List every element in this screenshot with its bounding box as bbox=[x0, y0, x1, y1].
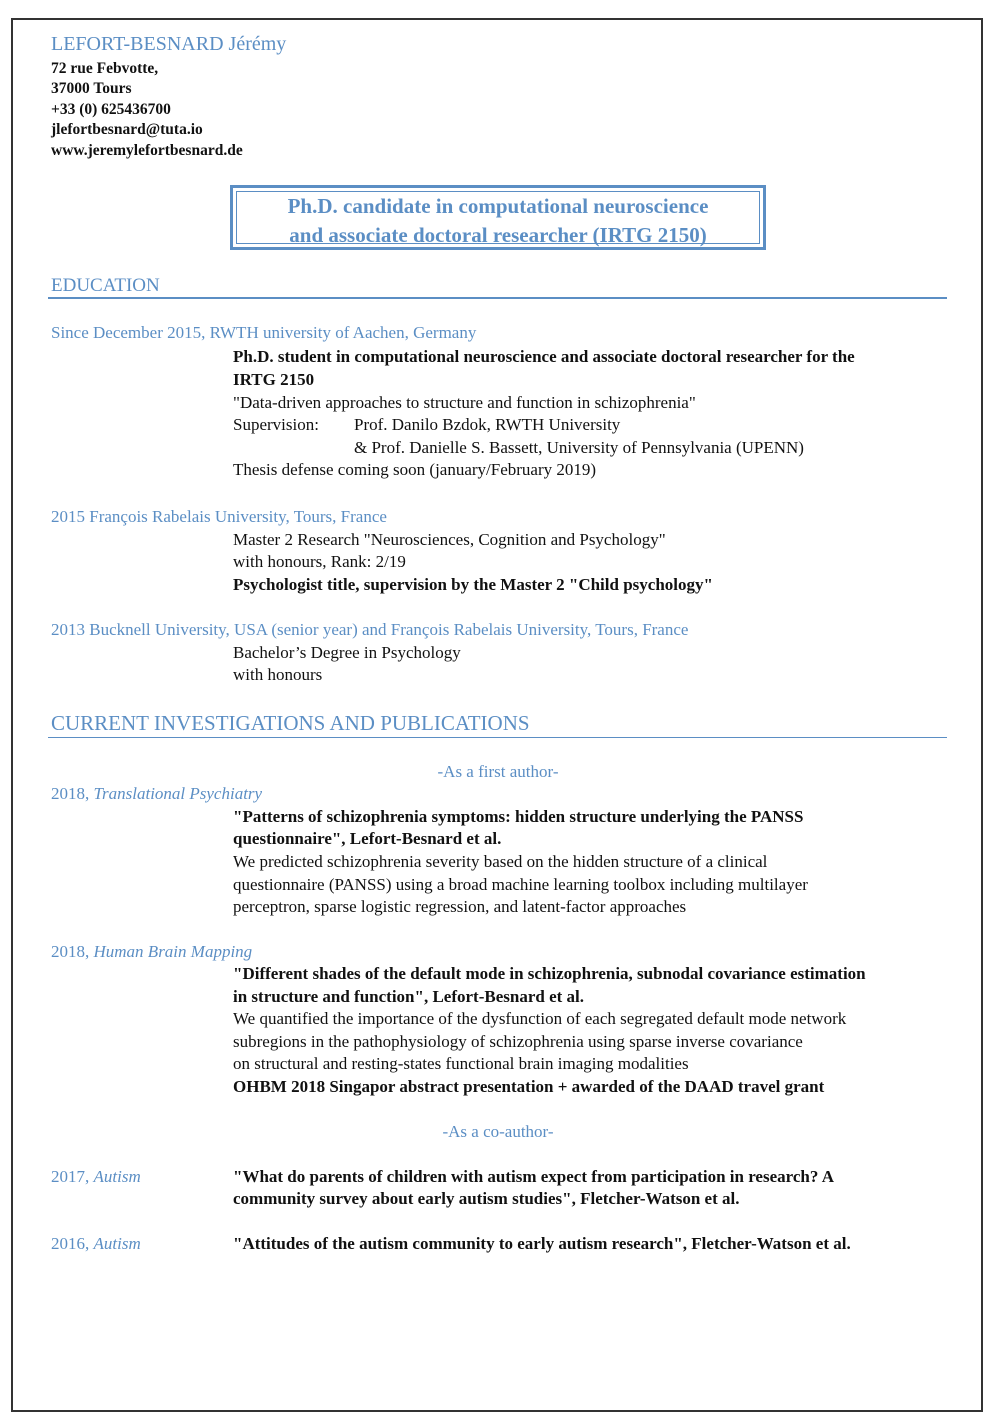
entry-line: Psychologist title, supervision by the Master 2 "Child psychology" bbox=[233, 575, 713, 594]
supervisor-1: Prof. Danilo Bzdok, RWTH University bbox=[354, 415, 621, 434]
email-link[interactable]: jlefortbesnard@tuta.io bbox=[51, 121, 203, 138]
entry-line: on structural and resting-states functional brain imaging modalities bbox=[233, 1054, 689, 1073]
pub-journal: Translational Psychiatry bbox=[93, 784, 263, 803]
entry-line: Bachelor’s Degree in Psychology bbox=[233, 643, 461, 662]
first-author-label: -As a first author- bbox=[437, 762, 559, 781]
publications-heading: CURRENT INVESTIGATIONS AND PUBLICATIONS bbox=[51, 711, 530, 735]
co-author-label: -As a co-author- bbox=[442, 1122, 554, 1141]
entry-line: in structure and function", Lefort-Besnard et al. bbox=[233, 987, 584, 1006]
address-city: 37000 Tours bbox=[51, 80, 132, 97]
website-link[interactable]: www.jeremylefortbesnard.de bbox=[51, 142, 243, 159]
title-line-2: and associate doctoral researcher (IRTG 2150) bbox=[289, 223, 707, 247]
entry-line: with honours, Rank: 2/19 bbox=[233, 552, 406, 571]
entry-line: "What do parents of children with autism expect from participation in research? A bbox=[233, 1167, 834, 1186]
pub-year: 2017, bbox=[51, 1167, 94, 1186]
pub-journal: Human Brain Mapping bbox=[93, 942, 253, 961]
entry-line: subregions in the pathophysiology of schizophrenia using sparse inverse covariance bbox=[233, 1032, 803, 1051]
entry-line: Ph.D. student in computational neuroscience and associate doctoral researcher for the bbox=[233, 347, 855, 366]
education-heading: EDUCATION bbox=[51, 275, 160, 296]
publication-head bbox=[51, 942, 252, 962]
pub-journal: Autism bbox=[93, 1234, 141, 1253]
education-entry-head: 2015 François Rabelais University, Tours, France bbox=[51, 507, 387, 526]
supervisor-2: & Prof. Danielle S. Bassett, University of Pennsylvania (UPENN) bbox=[354, 438, 804, 457]
entry-line: community survey about early autism studies", Fletcher-Watson et al. bbox=[233, 1189, 740, 1208]
entry-line: We predicted schizophrenia severity based on the hidden structure of a clinical bbox=[233, 852, 768, 871]
entry-line: questionnaire", Lefort-Besnard et al. bbox=[233, 829, 502, 848]
pub-year: 2016, bbox=[51, 1234, 94, 1253]
publication-head bbox=[51, 784, 262, 804]
entry-line: "Attitudes of the autism community to early autism research", Fletcher-Watson et al. bbox=[233, 1234, 851, 1253]
entry-line: "Patterns of schizophrenia symptoms: hidden structure underlying the PANSS bbox=[233, 807, 804, 826]
education-entry-head: 2013 Bucknell University, USA (senior year) and François Rabelais University, Tours, France bbox=[51, 620, 689, 639]
entry-line: perceptron, sparse logistic regression, and latent-factor approaches bbox=[233, 897, 687, 916]
entry-line: Master 2 Research "Neurosciences, Cognition and Psychology" bbox=[233, 530, 666, 549]
entry-line: OHBM 2018 Singapor abstract presentation + awarded of the DAAD travel grant bbox=[233, 1077, 825, 1096]
education-entry-head: Since December 2015, RWTH university of Aachen, Germany bbox=[51, 323, 477, 342]
entry-line: with honours bbox=[233, 665, 323, 684]
entry-line: IRTG 2150 bbox=[233, 370, 315, 389]
publication-head bbox=[51, 1167, 141, 1187]
section-rule bbox=[48, 737, 947, 738]
candidate-name: LEFORT-BESNARD Jérémy bbox=[51, 33, 287, 55]
pub-year: 2018, bbox=[51, 784, 94, 803]
supervision-label: Supervision: bbox=[233, 415, 319, 434]
publication-head bbox=[51, 1234, 141, 1254]
address-street: 72 rue Febvotte, bbox=[51, 60, 159, 77]
pub-year: 2018, bbox=[51, 942, 94, 961]
title-line-1: Ph.D. candidate in computational neuroscience bbox=[287, 194, 709, 218]
section-rule bbox=[48, 297, 947, 299]
title-box bbox=[230, 185, 766, 250]
entry-line: "Different shades of the default mode in schizophrenia, subnodal covariance estimation bbox=[233, 964, 866, 983]
entry-line: We quantified the importance of the dysfunction of each segregated default mode network bbox=[233, 1009, 847, 1028]
entry-line: "Data-driven approaches to structure and function in schizophrenia" bbox=[233, 393, 696, 412]
entry-line: Thesis defense coming soon (january/February 2019) bbox=[233, 460, 597, 479]
entry-line: questionnaire (PANSS) using a broad machine learning toolbox including multilayer bbox=[233, 875, 808, 894]
pub-journal: Autism bbox=[93, 1167, 141, 1186]
phone: +33 (0) 625436700 bbox=[51, 101, 171, 118]
